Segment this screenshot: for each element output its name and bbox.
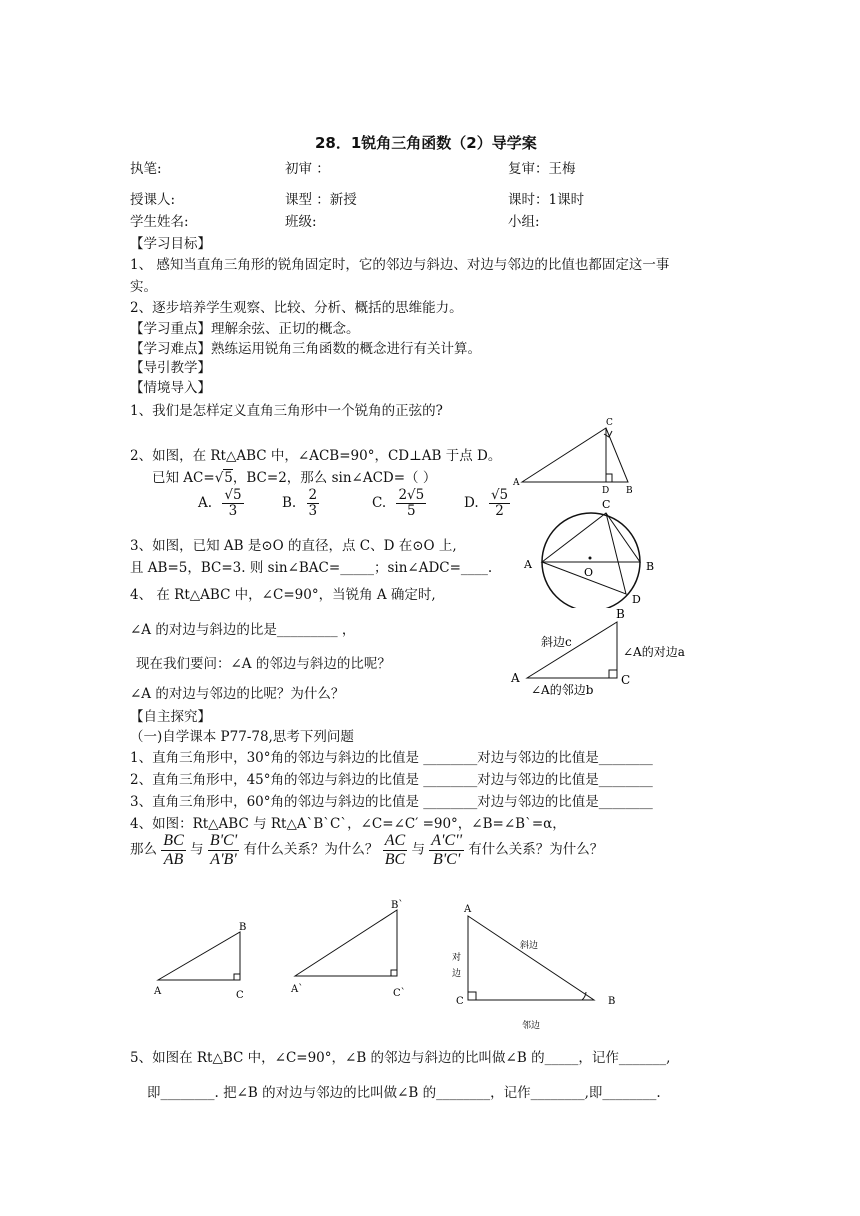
label-a: A: [154, 986, 162, 997]
figure-triangle-abc-prime: [285, 896, 415, 1000]
right-angle-mark: [609, 670, 617, 678]
figure-circle: [518, 496, 668, 608]
label-c: C: [602, 498, 611, 511]
second-review-label: 复审：王梅: [508, 161, 576, 177]
question-1: 1、我们是怎样定义直角三角形中一个锐角的正弦的?: [130, 403, 443, 419]
class-label: 班级:: [285, 214, 317, 230]
frac-1-num: BC: [163, 832, 184, 849]
group-label: 小组:: [508, 214, 540, 230]
frac-2-den: A'B': [210, 850, 237, 868]
option-c-num: 2√5: [398, 487, 425, 503]
option-c: [372, 488, 426, 519]
author-label: 执笔:: [130, 161, 162, 177]
teacher-label: 授课人:: [130, 192, 176, 208]
label-c: C: [606, 418, 613, 428]
option-d-num: √5: [490, 487, 509, 503]
label-b: B: [608, 996, 616, 1007]
triangle-abc: [158, 932, 240, 980]
label-b: B: [646, 560, 655, 573]
explore-2: 2、直角三角形中，45°角的邻边与斜边的比值是 ________对边与邻边的比值是________: [130, 772, 653, 788]
label-c: C: [621, 673, 631, 687]
explore-subheading: （一)自学课本 P77-78,思考下列问题: [130, 729, 354, 745]
option-b-num: 2: [308, 487, 318, 503]
option-d: [464, 488, 510, 519]
frac-2-num: B'C': [209, 832, 238, 849]
label-opposite-1: 对: [452, 953, 462, 963]
question-5-cont: 即________. 把∠B 的对边与邻边的比叫做∠B 的________，记作________,即________.: [147, 1085, 661, 1101]
label-a: A: [524, 558, 532, 571]
figure-triangle-sides: [505, 604, 710, 699]
right-angle-mark: [391, 970, 397, 976]
label-a: A: [511, 671, 520, 685]
frac-1-den: AB: [163, 850, 184, 868]
given-prefix: 已知 AC=: [152, 470, 215, 486]
explore-4-fractions: [130, 832, 603, 868]
option-a: [198, 488, 244, 519]
label-c: C: [456, 996, 464, 1007]
explore-1: 1、直角三角形中，30°角的邻边与斜边的比值是 ________对边与邻边的比值是________: [130, 750, 653, 766]
right-angle-mark-d: [606, 474, 612, 482]
explore-heading: 【自主探究】: [130, 709, 211, 725]
label-hypotenuse: 斜边: [520, 941, 539, 951]
label-adjacent: ∠A的邻边b: [531, 683, 594, 697]
student-name-label: 学生姓名:: [130, 214, 189, 230]
option-c-den: 5: [407, 502, 416, 519]
label-hypotenuse: 斜边c: [541, 635, 572, 649]
option-a-letter: A.: [198, 494, 213, 511]
chords-ad-dc: [542, 513, 626, 594]
right-angle-mark: [234, 974, 240, 980]
label-adjacent: 邻边: [522, 1021, 541, 1031]
question-3-cont: 且 AB=5，BC=3. 则 sin∠BAC=_____；sin∠ADC=____.: [130, 560, 493, 576]
question-4-b: ∠A 的对边与斜边的比是_________ ，: [130, 622, 356, 638]
fractions-prefix: 那么: [130, 841, 157, 858]
question-5: 5、如图在 Rt△BC 中，∠C=90°，∠B 的邻边与斜边的比叫做∠B 的_____，记作_______,: [130, 1050, 671, 1066]
frac-4-den: B'C': [432, 850, 461, 868]
frac-3-den: BC: [384, 850, 406, 868]
key-point: 【学习重点】理解余弦、正切的概念。: [130, 321, 360, 337]
option-a-den: 3: [228, 502, 238, 519]
guide-heading: 【导引教学】: [130, 360, 211, 376]
question-4: 4、 在 Rt△ABC 中，∠C=90°，当锐角 A 确定时,: [130, 587, 436, 603]
option-b-den: 3: [308, 502, 318, 519]
option-d-den: 2: [495, 502, 504, 519]
fractions-and-2: 与: [411, 841, 425, 858]
label-d: D: [632, 593, 641, 606]
page-title: 28．1锐角三角函数（2）导学案: [315, 134, 537, 152]
question-4-c: 现在我们要问：∠A 的邻边与斜边的比呢？: [136, 656, 391, 672]
explore-4: 4、如图：Rt△ABC 与 Rt△A`B`C`，∠C=∠C′ =90°，∠B=∠B`=α，: [130, 816, 566, 832]
lesson-type-label: 课型 ：新授: [285, 192, 357, 208]
question-3: 3、如图，已知 AB 是⊙O 的直径，点 C、D 在⊙O 上,: [130, 538, 457, 554]
label-a-prime: A`: [291, 984, 304, 995]
given-root: 5: [224, 470, 233, 486]
label-b-prime: B`: [391, 900, 404, 911]
goals-heading: 【学习目标】: [130, 236, 211, 252]
given-suffix: ，BC=2，那么 sin∠ACD=（ ）: [232, 470, 437, 486]
frac-4-num: A'C'': [431, 832, 462, 849]
triangle-abc-inscribed: [542, 513, 640, 562]
goal-1: 1、 感知当直角三角形的锐角固定时，它的邻边与斜边、对边与邻边的比值也都固定这一事: [130, 257, 670, 273]
fractions-and-1: 与: [190, 841, 204, 858]
question-2-given: 已知 AC=√5，BC=2，那么 sin∠ACD=（ ）: [152, 470, 437, 486]
scene-heading: 【情境导入】: [130, 380, 211, 396]
label-a: A: [464, 904, 472, 915]
option-c-letter: C.: [372, 494, 387, 511]
lesson-hours-label: 课时：1课时: [508, 192, 585, 208]
first-review-label: 初审 ：: [285, 161, 330, 177]
figure-triangle-side-names: [448, 900, 628, 1032]
figure-triangle-abc: [150, 918, 260, 1002]
label-b: B: [239, 922, 247, 933]
fractions-question-2: 有什么关系？为什么？: [468, 841, 604, 858]
triangle-abc-prime: [295, 910, 397, 976]
label-b: B: [626, 486, 633, 494]
option-b: [282, 488, 319, 519]
label-c: C: [236, 990, 244, 1001]
fractions-question-1: 有什么关系？为什么？: [243, 841, 379, 858]
goal-2: 2、逐步培养学生观察、比较、分析、概括的思维能力。: [130, 300, 463, 316]
question-2: 2、如图，在 Rt△ABC 中，∠ACB=90°，CD⊥AB 于点 D。: [130, 448, 502, 464]
label-d: D: [602, 486, 610, 494]
label-b: B: [616, 607, 625, 621]
label-opposite: ∠A的对边a: [623, 645, 685, 659]
center-dot: [589, 557, 592, 560]
label-opposite-2: 边: [452, 969, 462, 979]
figure-triangle-altitude: [510, 414, 645, 494]
option-a-num: √5: [224, 487, 242, 503]
triangle-abc: [468, 916, 594, 1000]
label-a: A: [513, 478, 520, 488]
difficulty-point: 【学习难点】熟练运用锐角三角函数的概念进行有关计算。: [130, 341, 481, 357]
frac-3-num: AC: [384, 832, 406, 849]
right-angle-mark: [468, 992, 476, 1000]
label-c-prime: C`: [393, 988, 406, 999]
triangle-abc: [527, 622, 617, 678]
explore-3: 3、直角三角形中，60°角的邻边与斜边的比值是 ________对边与邻边的比值是________: [130, 794, 653, 810]
question-4-d: ∠A 的对边与邻边的比呢？为什么？: [130, 686, 345, 702]
option-b-letter: B.: [282, 494, 297, 511]
option-d-letter: D.: [464, 494, 479, 511]
label-o: O: [584, 566, 594, 579]
goal-1-cont: 实。: [130, 279, 157, 295]
